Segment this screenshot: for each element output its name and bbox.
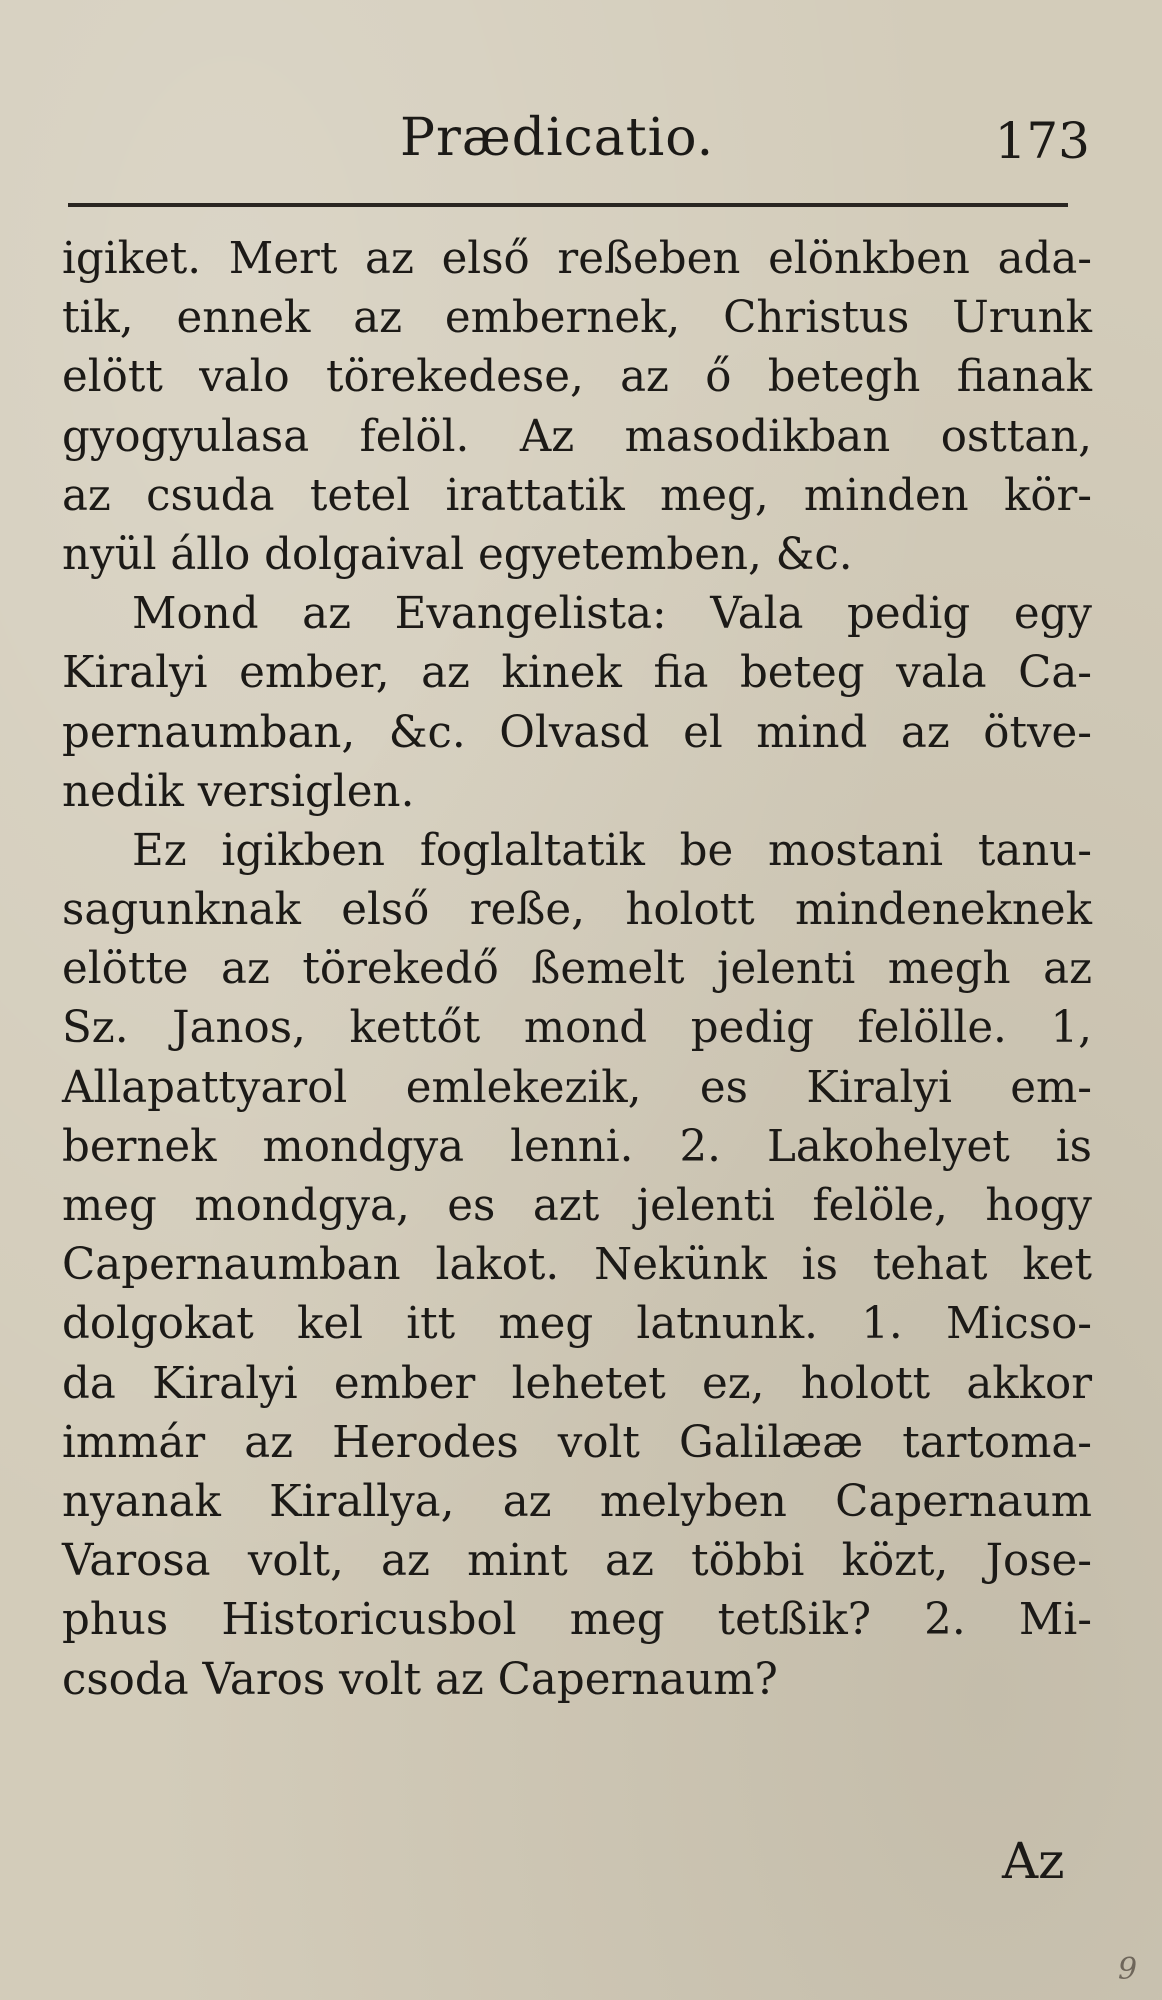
text-line: Allapattyarol emlekezik, es Kiralyi em- [62, 1062, 1092, 1113]
text-line: Ez igikben foglaltatik be mostani tanu- [132, 825, 1092, 876]
text-line: Sz. Janos, kettőt mond pedig felölle. 1, [62, 1003, 1092, 1054]
text-line: Capernaumban lakot. Nekünk is tehat ket [62, 1240, 1092, 1291]
text-line: az csuda tetel irattatik meg, minden kör- [62, 470, 1092, 521]
header-rule [68, 203, 1068, 207]
text-line: phus Historicusbol meg tetßik? 2. Mi- [62, 1595, 1092, 1646]
text-line: gyogyulasa felöl. Az masodikban osttan, [62, 411, 1092, 462]
running-title: Prædicatio. [400, 108, 715, 168]
text-line: Kiralyi ember, az kinek fia beteg vala Ca- [62, 648, 1092, 699]
text-line: immár az Herodes volt Galilææ tartoma- [62, 1417, 1092, 1468]
text-line: nyül állo dolgaival egyetemben, &c. [62, 529, 853, 580]
text-line: csoda Varos volt az Capernaum? [62, 1654, 778, 1705]
text-line: elötte az törekedő ßemelt jelenti megh az [62, 944, 1092, 995]
text-line: bernek mondgya lenni. 2. Lakohelyet is [62, 1121, 1092, 1172]
text-line: elött valo törekedese, az ő betegh fianak [62, 352, 1092, 403]
text-line: sagunknak első reße, holott mindeneknek [62, 885, 1092, 936]
text-line: nedik versiglen. [62, 766, 415, 817]
text-line: igiket. Mert az első reßeben elönkben ada- [62, 234, 1092, 284]
page-number: 173 [994, 112, 1090, 170]
catchword: Az [1002, 1832, 1065, 1890]
text-line: meg mondgya, es azt jelenti felöle, hogy [62, 1181, 1092, 1231]
folio-mark: 9 [1118, 1952, 1138, 1987]
text-line: nyanak Kirallya, az melyben Capernaum [62, 1476, 1092, 1527]
text-body [62, 230, 1092, 1710]
text-line: tik, ennek az embernek, Christus Urunk [62, 293, 1092, 344]
text-line: Mond az Evangelista: Vala pedig egy [132, 589, 1092, 640]
text-line: pernaumban, &c. Olvasd el mind az ötve- [62, 707, 1092, 758]
text-line: Varosa volt, az mint az többi közt, Jose- [62, 1536, 1092, 1587]
text-line: da Kiralyi ember lehetet ez, holott akkor [62, 1358, 1092, 1409]
page-header [60, 100, 1090, 180]
text-line: dolgokat kel itt meg latnunk. 1. Micso- [62, 1299, 1092, 1350]
